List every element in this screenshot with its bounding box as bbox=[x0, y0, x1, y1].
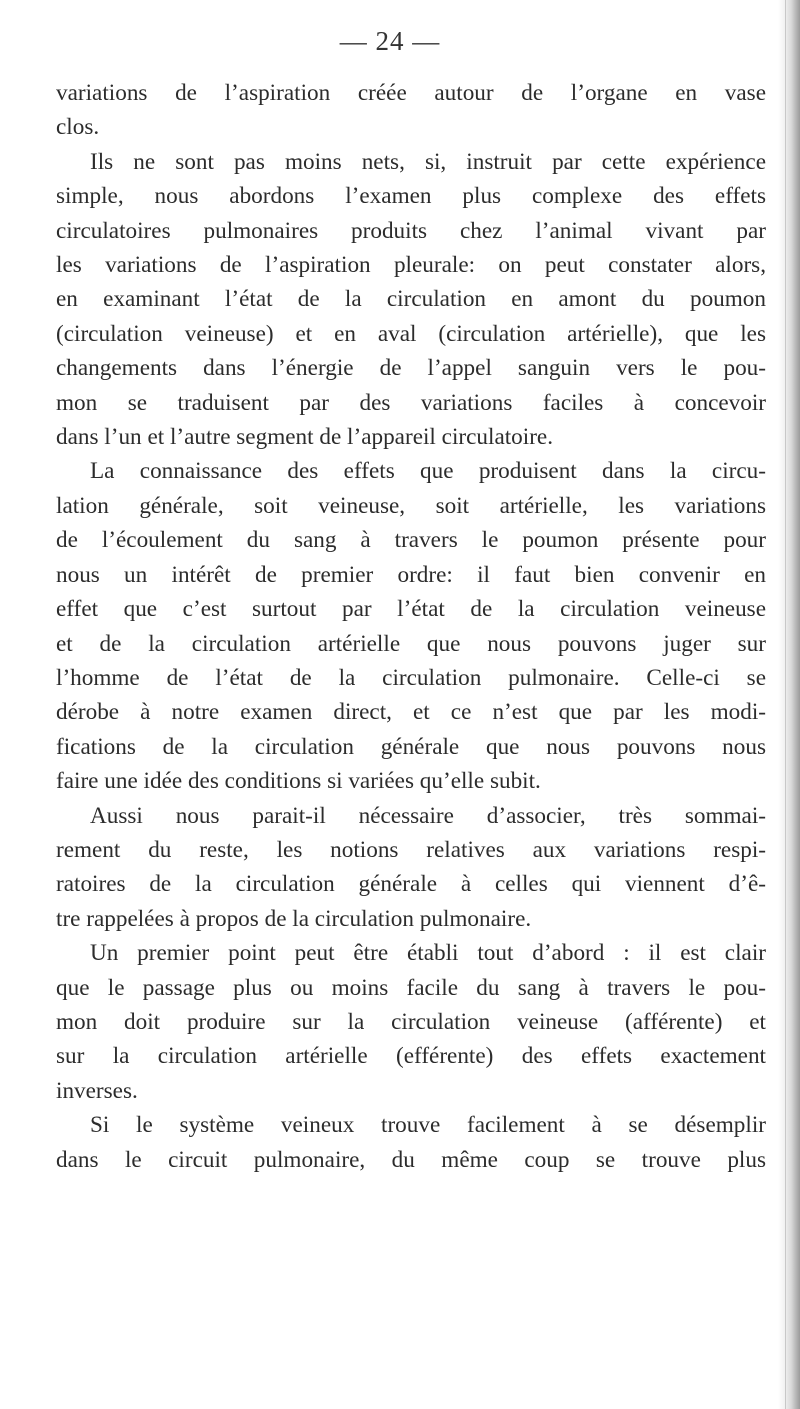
text-line: l’homme de l’état de la circulation pulmonaire. Celle-ci se bbox=[56, 664, 766, 691]
text-line: que le passage plus ou moins facile du sang à travers le pou- bbox=[56, 974, 766, 1001]
text-line: circulatoires pulmonaires produits chez l’animal vivant par bbox=[56, 217, 766, 244]
text-line: tre rappelées à propos de la circulation pulmonaire. bbox=[56, 905, 532, 932]
text-line: dans le circuit pulmonaire, du même coup se trouve plus bbox=[56, 1146, 766, 1173]
text-line: clos. bbox=[56, 114, 100, 141]
text-line: ratoires de la circulation générale à celles qui viennent d’ê- bbox=[56, 871, 766, 898]
text-line: variations de l’aspiration créée autour de l’organe en vase bbox=[56, 80, 766, 106]
text-line: rement du reste, les notions relatives aux variations respi- bbox=[56, 836, 766, 863]
text-line: Un premier point peut être établi tout d’abord : il est clair bbox=[90, 940, 766, 967]
text-line: Ils ne sont pas moins nets, si, instruit par cette expérience bbox=[90, 148, 766, 175]
text-line: fications de la circulation générale que nous pouvons nous bbox=[56, 733, 766, 760]
text-line: dérobe à notre examen direct, et ce n’est que par les modi- bbox=[56, 699, 766, 726]
text-line: effet que c’est surtout par l’état de la circulation veineuse bbox=[56, 596, 766, 623]
text-line: faire une idée des conditions si variées qu’elle subit. bbox=[56, 768, 541, 795]
text-line: de l’écoulement du sang à travers le poumon présente pour bbox=[56, 527, 766, 554]
page-edge-line bbox=[785, 0, 786, 1409]
page-number: — 24 — bbox=[339, 26, 441, 56]
text-line: La connaissance des effets que produisent dans la circu- bbox=[90, 458, 766, 485]
text-line: inverses. bbox=[56, 1077, 138, 1104]
text-line: les variations de l’aspiration pleurale: on peut constater alors, bbox=[56, 252, 766, 279]
text-line: sur la circulation artérielle (efférente) des effets exactement bbox=[56, 1043, 766, 1070]
text-line: en examinant l’état de la circulation en amont du poumon bbox=[56, 286, 766, 313]
text-line: (circulation veineuse) et en aval (circulation artérielle), que les bbox=[56, 320, 766, 347]
page-edge-shadow bbox=[778, 0, 800, 1409]
text-line: lation générale, soit veineuse, soit artérielle, les variations bbox=[56, 492, 766, 519]
text-line: nous un intérêt de premier ordre: il faut bien convenir en bbox=[56, 561, 766, 588]
text-line: Si le système veineux trouve facilement à se désemplir bbox=[90, 1112, 766, 1139]
text-line: et de la circulation artérielle que nous pouvons juger sur bbox=[56, 630, 766, 657]
text-line: mon se traduisent par des variations faciles à concevoir bbox=[56, 389, 766, 416]
text-line: simple, nous abordons l’examen plus complexe des effets bbox=[56, 183, 766, 210]
text-line: Aussi nous parait-il nécessaire d’associer, très sommai- bbox=[90, 802, 766, 829]
text-line: changements dans l’énergie de l’appel sanguin vers le pou- bbox=[56, 355, 766, 382]
body-text bbox=[56, 76, 766, 1177]
text-line: mon doit produire sur la circulation veineuse (afférente) et bbox=[56, 1008, 766, 1035]
text-line: dans l’un et l’autre segment de l’appareil circulatoire. bbox=[56, 424, 554, 451]
